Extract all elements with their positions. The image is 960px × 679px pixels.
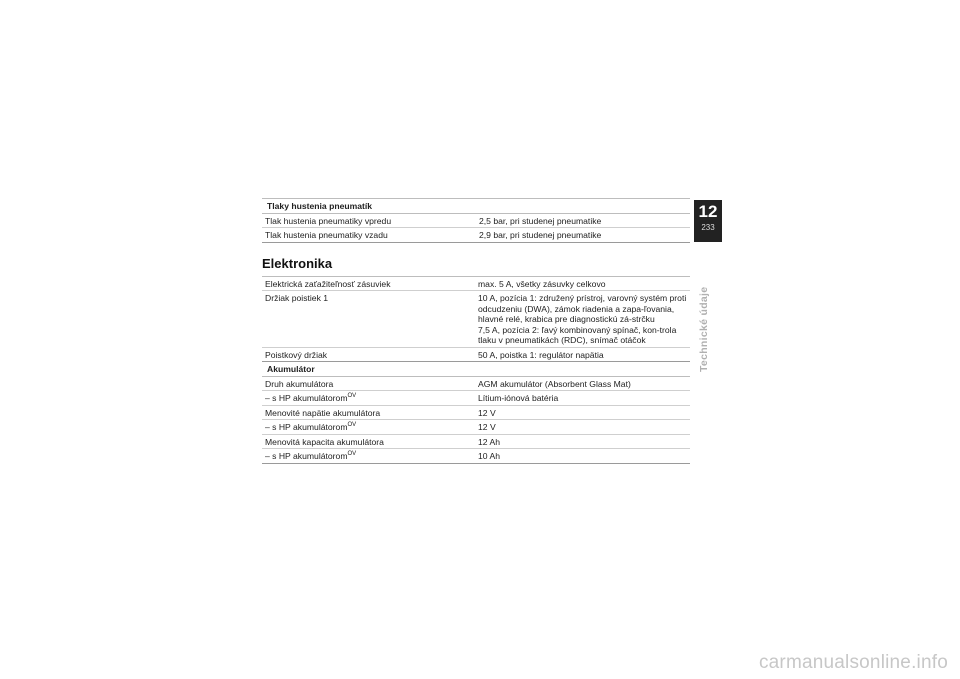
tire-pressure-title: Tlaky hustenia pneumatík <box>262 199 690 214</box>
electronics-title: Elektronika <box>262 255 333 271</box>
row-value: 2,9 bar, pri studenej pneumatike <box>476 228 690 243</box>
row-label-text: – s HP akumulátorom <box>265 393 348 403</box>
row-value: Lítium-iónová batéria <box>475 391 690 406</box>
row-value: AGM akumulátor (Absorbent Glass Mat) <box>475 376 690 391</box>
page-content <box>262 198 690 464</box>
row-label <box>262 391 475 406</box>
battery-title: Akumulátor <box>262 362 690 377</box>
row-value: 10 Ah <box>475 449 690 464</box>
row-label <box>262 449 475 464</box>
page-number: 233 <box>701 223 715 232</box>
table-row <box>262 213 690 228</box>
battery-header-row <box>262 362 690 377</box>
chapter-tab <box>694 200 722 242</box>
row-value: 50 A, poistka 1: regulátor napätia <box>475 347 690 362</box>
tire-pressure-table <box>262 198 690 243</box>
row-label: Elektrická zaťažiteľnosť zásuviek <box>262 276 475 291</box>
table-row <box>262 391 690 406</box>
row-value: 12 Ah <box>475 434 690 449</box>
row-label: Menovité napätie akumulátora <box>262 405 475 420</box>
row-value: 12 V <box>475 420 690 435</box>
row-label-text: – s HP akumulátorom <box>265 451 348 461</box>
table-row <box>262 376 690 391</box>
side-title-text: Technické údaje <box>698 286 710 372</box>
chapter-number: 12 <box>698 202 718 221</box>
row-value: max. 5 A, všetky zásuvky celkovo <box>475 276 690 291</box>
table-row <box>262 420 690 435</box>
row-value: 12 V <box>475 405 690 420</box>
row-label: Poistkový držiak <box>262 347 475 362</box>
table-row <box>262 276 690 291</box>
row-label: Druh akumulátora <box>262 376 475 391</box>
side-title <box>690 272 720 372</box>
option-marker: OV <box>347 451 357 457</box>
table-row <box>262 405 690 420</box>
table-row <box>262 291 690 348</box>
row-value: 2,5 bar, pri studenej pneumatike <box>476 213 690 228</box>
row-value: 10 A, pozícia 1: združený prístroj, varovný systém proti odcudzeniu (DWA), zámok riadenia a zapa-ľovania, hlavné relé, krabica pre diagnostickú zá-strčku 7,5 A, pozícia 2: ľavý kombinovaný spínač, kon-trola tlaku v pneumatikách (RDC), snímač otáčok <box>475 291 690 348</box>
option-marker: OV <box>347 422 357 428</box>
option-marker: OV <box>347 393 357 399</box>
row-label-text: – s HP akumulátorom <box>265 422 348 432</box>
table-row <box>262 347 690 362</box>
electronics-table <box>262 276 690 464</box>
watermark: carmanualsonline.info <box>758 652 948 673</box>
row-label: Menovitá kapacita akumulátora <box>262 434 475 449</box>
row-label: Tlak hustenia pneumatiky vzadu <box>262 228 476 243</box>
table-row <box>262 434 690 449</box>
row-label <box>262 420 475 435</box>
row-label: Tlak hustenia pneumatiky vpredu <box>262 213 476 228</box>
row-label: Držiak poistiek 1 <box>262 291 475 348</box>
table-row <box>262 228 690 243</box>
table-row <box>262 449 690 464</box>
